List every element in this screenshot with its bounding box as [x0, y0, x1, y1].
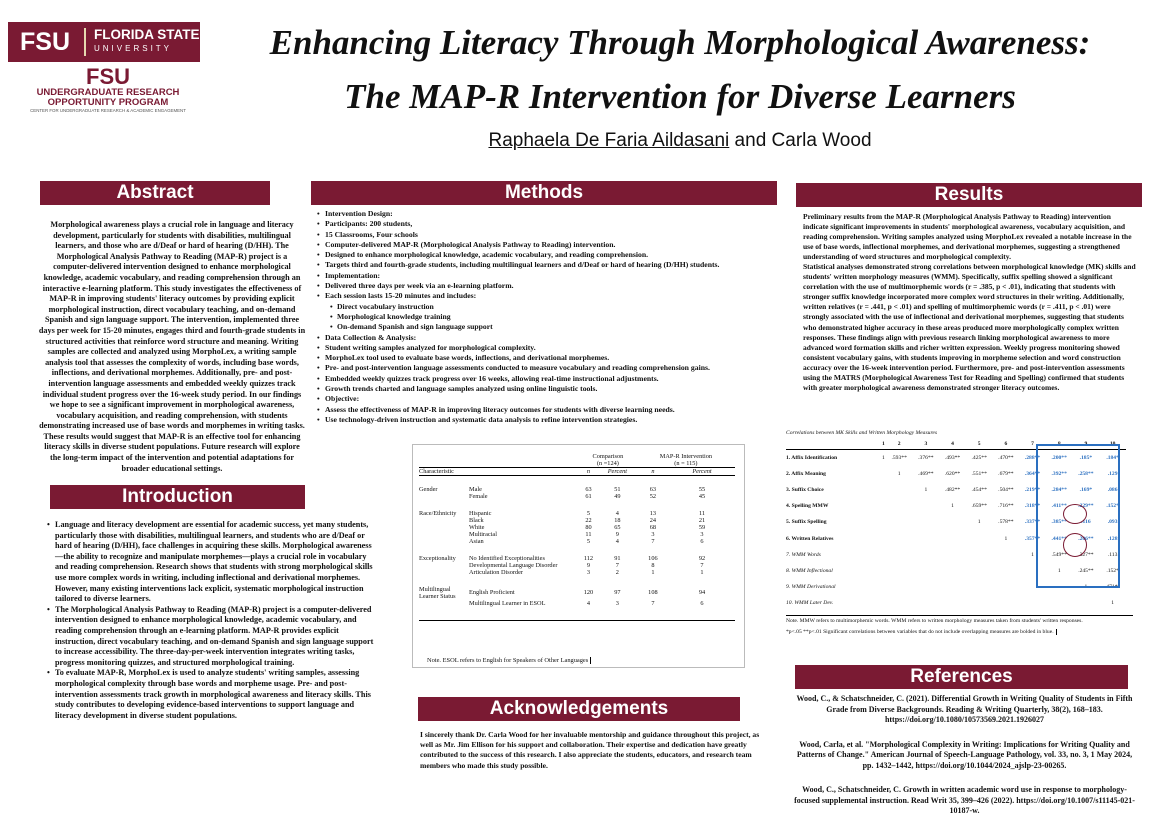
urop-line3: CENTER FOR UNDERGRADUATE RESEARCH & ACADEMIC ENGAGEMENT: [30, 108, 186, 113]
table-cell: Percent: [692, 468, 712, 475]
table-cell: .471**: [1104, 584, 1121, 591]
table-cell: [419, 517, 469, 524]
table-cell: [886, 563, 913, 579]
table-cell: n: [651, 468, 655, 475]
table-cell: .086: [1107, 486, 1118, 493]
table-cell: 120: [583, 589, 594, 596]
author-first: Raphaela De Faria Aildasani: [488, 130, 730, 151]
table-cell: [886, 595, 913, 611]
table-cell: 45: [698, 492, 706, 500]
table-cell: .206**: [1078, 535, 1094, 542]
table-cell: 92: [698, 554, 706, 562]
table-cell: [886, 498, 913, 514]
demographics-grid: [419, 453, 735, 621]
florida-state-text: FLORIDA STATE: [94, 27, 200, 42]
table-cell: 1: [1031, 551, 1034, 558]
corr-row: [786, 595, 1126, 611]
table-cell: .578**: [998, 519, 1014, 526]
table-cell: .327**: [1078, 551, 1094, 558]
table-cell: .200**: [1051, 454, 1067, 461]
table-cell: [786, 439, 881, 450]
table-cell: 55: [698, 485, 706, 493]
table-cell: 65: [614, 523, 621, 531]
corr-note2: *p<.05 **p<.01 Significant correlations between variables that do not include overlapping measures are bolded in blue.: [786, 629, 1057, 635]
table-cell: 7: [1031, 441, 1034, 447]
correlation-table: [786, 430, 1133, 635]
table-row: [419, 524, 735, 531]
table-cell: White: [469, 523, 485, 531]
table-cell: (n =124): [596, 460, 619, 467]
table-cell: [886, 579, 913, 595]
table-spacer: [419, 576, 735, 586]
table-cell: [469, 460, 579, 468]
table-cell: [913, 547, 940, 563]
table-cell: 112: [583, 554, 594, 562]
table-cell: [886, 530, 913, 546]
table-cell: .245**: [1078, 567, 1094, 574]
authors: [205, 130, 1155, 152]
methods-item: • Embedded weekly quizzes track progress over 16 weeks, allowing real-time instructional adjustments.: [315, 374, 785, 384]
table-cell: 22: [585, 516, 592, 524]
table-cell: .357**: [1024, 535, 1041, 542]
reference-item: Wood, C., Schatschneider, C. Growth in written academic word use in response to morphology-focused supplemental instruction. Read Writ 35, 399–426 (2022). https://doi.org/10.1007/s11145-021-10187-w.: [794, 785, 1135, 815]
table-cell: .469**: [918, 470, 934, 477]
table-cell: [886, 482, 913, 498]
table-cell: 8: [651, 561, 655, 569]
table-cell: 3: [924, 441, 928, 447]
table-cell: .482**: [944, 486, 961, 493]
table-cell: [939, 547, 966, 563]
table-cell: Black: [469, 516, 484, 524]
methods-item: • 15 Classrooms, Four schools: [315, 230, 785, 240]
table-cell: [966, 530, 993, 546]
table-cell: .551**: [971, 470, 987, 477]
table-cell: 7: [651, 537, 655, 545]
table-cell: 3: [615, 599, 619, 607]
methods-item: • Direct vocabulary instruction: [315, 302, 785, 312]
table-cell: Male: [469, 485, 482, 493]
table-cell: .392**: [1051, 470, 1067, 477]
table-cell: 1: [897, 470, 901, 477]
table-cell: [939, 514, 966, 530]
table-cell: .454**: [971, 486, 987, 493]
table-cell: 63: [585, 485, 592, 493]
table-cell: [419, 531, 469, 538]
table-row: [419, 562, 735, 569]
table-cell: .128: [1107, 535, 1118, 542]
table-row: [419, 486, 735, 493]
table-cell: n: [586, 468, 591, 475]
methods-item: • Computer-delivered MAP-R (Morphological Analysis Pathway to Reading) intervention.: [315, 240, 785, 250]
table-cell: .184*: [1106, 454, 1119, 461]
table-cell: Gender: [419, 485, 438, 493]
author-rest: and Carla Wood: [729, 130, 872, 151]
table-cell: [913, 514, 940, 530]
table-cell: 11: [585, 530, 592, 538]
table-cell: 4: [615, 509, 619, 517]
table-cell: .679**: [998, 470, 1014, 477]
table-cell: English Proficient: [469, 589, 515, 596]
table-header-row: [419, 468, 735, 476]
methods-item: • Targets third and fourth-grade students, including multilingual learners and d/Deaf or hard of hearing (D/HH) students.: [315, 260, 785, 270]
table-cell: 1: [1057, 567, 1061, 574]
table-cell: [939, 595, 966, 611]
introduction-item: • The Morphological Analysis Pathway to Reading (MAP-R) project is a computer-delivered intervention designed to enhance morphological knowledge, academic vocabulary, and reading comprehension through an e-learning platform. MAP-R provides explicit instruction, direct vocabulary teaching, and on-demand Spanish and sign language support to increase accessibility. The three-day-per-week intervention integrates writing tasks, progress monitoring quizzes, and structured morphological training.: [45, 605, 375, 669]
table-cell: Female: [469, 492, 488, 500]
table-cell: 94: [698, 589, 706, 596]
methods-item: • Intervention Design:: [315, 209, 785, 219]
table-cell: 4. Spelling MMW: [786, 503, 829, 510]
introduction-heading: Introduction: [50, 485, 305, 509]
table-cell: 1: [1084, 584, 1088, 591]
table-cell: 2: [897, 441, 901, 447]
table-cell: .385**: [1051, 519, 1067, 526]
table-cell: 6: [700, 537, 704, 545]
corr-note1: Note. MMW refers to multimorphemic words. WMM refers to written morphology measures taken from students' written responses.: [786, 615, 1133, 624]
table-cell: .219**: [1024, 486, 1041, 493]
title-line1: Enhancing Literacy Through Morphological Awareness:: [269, 23, 1091, 62]
abstract-heading: Abstract: [40, 181, 270, 205]
table-cell: Race/Ethnicity: [419, 509, 457, 517]
fsu-logo-mark: FSU: [8, 28, 86, 56]
table-cell: Exceptionality: [419, 554, 456, 562]
table-cell: 5: [586, 537, 591, 545]
table-cell: 5. Suffix Spelling: [786, 519, 827, 526]
table-cell: Hispanic: [469, 509, 492, 517]
table-cell: 9: [586, 561, 591, 569]
corr-caption: Correlations between MK Skills and Written Morphology Measures: [786, 430, 938, 436]
methods-heading: Methods: [311, 181, 777, 205]
methods-item: • Each session lasts 15-20 minutes and includes:: [315, 291, 785, 301]
table-cell: 6. Written Relatives: [786, 535, 834, 542]
table-cell: [886, 514, 913, 530]
table-cell: Comparison: [592, 453, 624, 460]
table-cell: [939, 530, 966, 546]
table-cell: [939, 563, 966, 579]
table-cell: [993, 563, 1020, 579]
table-cell: .493**: [944, 454, 961, 461]
table-cell: [419, 600, 469, 607]
table-cell: [419, 493, 469, 500]
table-cell: 1: [882, 454, 885, 461]
table-cell: .364**: [1024, 470, 1041, 477]
methods-item: • Morphological knowledge training: [315, 312, 785, 322]
table-cell: (n = 115): [674, 460, 698, 467]
table-cell: 18: [614, 516, 621, 524]
table-row: [419, 600, 735, 607]
table-spacer: [419, 500, 735, 510]
table-row: [419, 531, 735, 538]
methods-item: • Delivered three days per week via an e-learning platform.: [315, 281, 785, 291]
table-cell: [913, 498, 940, 514]
table-cell: 5: [977, 441, 981, 447]
demographics-note: Note. ESOL refers to English for Speakers of Other Languages: [427, 657, 591, 664]
table-cell: [913, 563, 940, 579]
table-cell: 1: [1111, 600, 1114, 607]
table-cell: 10: [1109, 441, 1116, 447]
table-cell: .376**: [918, 454, 934, 461]
table-cell: Asian: [469, 537, 484, 545]
table-cell: 1: [1004, 535, 1008, 542]
table-cell: .169*: [1079, 486, 1093, 493]
table-cell: .470**: [998, 454, 1014, 461]
table-cell: 97: [614, 589, 621, 596]
table-cell: 24: [649, 516, 657, 524]
table-cell: [1046, 595, 1073, 611]
highlight-circle-spelling: [1063, 504, 1087, 524]
table-cell: Characteristic: [419, 468, 454, 475]
methods-item: • Data Collection & Analysis:: [315, 333, 785, 343]
table-cell: .116: [1081, 519, 1091, 526]
table-cell: 4: [586, 599, 591, 607]
table-cell: 2. Affix Meaning: [786, 470, 826, 477]
urop-logo: [8, 66, 208, 114]
table-cell: 11: [698, 509, 706, 517]
table-cell: [913, 579, 940, 595]
introduction-list: [45, 520, 375, 721]
table-cell: .152*: [1106, 567, 1119, 574]
table-cell: [419, 453, 469, 460]
results-heading: Results: [796, 183, 1142, 207]
table-header-row: [419, 460, 735, 468]
table-cell: .593**: [891, 454, 907, 461]
table-cell: .284**: [1051, 486, 1067, 493]
references-heading: References: [795, 665, 1128, 689]
results-p2: Statistical analyses demonstrated strong correlations between morphological knowledge (MK) skills and students' written morphology measures (WMM). Specifically, suffix spelling showed a significant correlation with the use of multimorphemic words (r = .385, p < .01), indicating that students with stronger suffix knowledge incorporated more complex word structures in their writing. Additionally, written relatives (r = .441, p < .01) and spelling of multimorphemic words (r = .411, p < .01) were strongly associated with the use of inflectional and derivational morphemes, suggesting that students who demonstrated higher accuracy in these areas produced more morphologically complex written responses. These findings align with previous research linking morphological awareness to more advanced word formation skills and richer written expression. Weekly progress monitoring showed consistent vocabulary gains, with students improving in morpheme selection and word construction accuracy over the 16-week intervention period. Furthermore, pre- and post-intervention assessments using the MATRS (Morphological Awareness Test for Reading and Spelling) confirmed that students with greater morphological awareness demonstrated stronger literacy outcomes.: [803, 262, 1136, 392]
table-row: [419, 586, 735, 600]
table-cell: 68: [649, 523, 657, 531]
table-cell: [966, 547, 993, 563]
table-cell: .113: [1107, 551, 1118, 558]
table-cell: .185*: [1079, 454, 1093, 461]
table-cell: [419, 562, 469, 569]
table-cell: 9: [1084, 441, 1088, 447]
university-text: UNIVERSITY: [94, 44, 173, 53]
table-cell: 9: [615, 530, 619, 538]
urop-line2: OPPORTUNITY PROGRAM: [47, 97, 169, 108]
table-cell: Developmental Language Disorder: [469, 561, 558, 569]
table-cell: 108: [648, 589, 658, 596]
table-cell: [993, 595, 1020, 611]
table-cell: 9. WMM Derivational: [786, 584, 836, 591]
table-cell: 8. WMM Inflectional: [786, 567, 833, 574]
table-cell: 49: [614, 492, 621, 500]
introduction-item: • To evaluate MAP-R, MorphoLex is used to analyze students' writing samples, assessing morphological complexity through base words and morpheme usage. Pre- and post-intervention assessments track growth in morphological awareness and literacy skills. This study contributes to developing evidence-based interventions to support language and literacy development in diverse student populations.: [45, 668, 375, 721]
table-cell: 6: [700, 599, 704, 607]
table-cell: .337**: [1024, 519, 1041, 526]
table-cell: 7: [615, 561, 619, 569]
table-cell: 13: [649, 509, 657, 517]
introduction-item: • Language and literacy development are essential for academic success, yet many students, particularly those with disabilities, multilingual learners, and students who are d/Deaf or hard of hearing (D/HH), face challenges in acquiring these skills. Morphological awareness—the ability to recognize and manipulate morphemes—plays a crucial role in vocabulary and reading comprehension. Research shows that students with strong morphological skills use more complex words in writing, including inflectional and derivational morphemes. However, many existing interventions lack explicit, systematic morphological instruction tailored to diverse learners.: [45, 520, 375, 605]
table-cell: 4: [951, 441, 954, 447]
table-cell: [966, 595, 993, 611]
table-cell: 61: [585, 492, 592, 500]
table-cell: [1073, 595, 1100, 611]
methods-item: • Growth trends charted and language samples analyzed using online linguistic tools.: [315, 384, 785, 394]
methods-item: • Implementation:: [315, 271, 785, 281]
results-p1: Preliminary results from the MAP-R (Morphological Analysis Pathway to Reading) intervention indicate significant improvements in students' morphological awareness, vocabulary acquisition, and reading comprehension. Writing samples analyzed using MorphoLex revealed a notable increase in the use of base words, inflectional morphemes, and derivational morphemes, suggesting a strengthened understanding of word structures and morphological complexity.: [803, 212, 1132, 262]
references-list: [792, 694, 1137, 828]
table-cell: .258**: [1078, 470, 1094, 477]
methods-item: • On-demand Spanish and sign language support: [315, 322, 785, 332]
table-cell: 91: [614, 554, 621, 562]
table-cell: .659**: [971, 503, 987, 510]
fsu-logo: [8, 22, 200, 62]
table-row: [419, 538, 735, 545]
table-cell: [966, 579, 993, 595]
table-cell: [886, 547, 913, 563]
table-cell: .425**: [971, 454, 987, 461]
methods-item: • Objective:: [315, 394, 785, 404]
methods-item: • Use technology-driven instruction and systematic data analysis to refine intervention strategies.: [315, 415, 785, 425]
table-cell: 3: [700, 530, 704, 538]
table-cell: [939, 579, 966, 595]
table-row: [419, 493, 735, 500]
highlight-circle-relatives: [1063, 533, 1087, 557]
table-cell: .152*: [1106, 503, 1119, 510]
table-cell: 3: [651, 530, 655, 538]
table-cell: [993, 547, 1020, 563]
reference-item: Wood, C., & Schatschneider, C. (2021). Differential Growth in Writing Quality of Students in Fifth Grade from Diverse Backgrounds. Reading & Writing Quarterly, 38(2), 168–183. https://doi.org/10.1080/10573569.2021.1926027: [796, 694, 1133, 724]
table-cell: 7: [700, 561, 704, 569]
table-cell: .229**: [1078, 503, 1094, 510]
table-cell: 52: [649, 492, 657, 500]
results-body: [803, 212, 1138, 393]
table-cell: .716**: [998, 503, 1014, 510]
table-cell: Articulation Disorder: [469, 568, 524, 576]
methods-item: • Participants: 200 students,: [315, 219, 785, 229]
table-cell: Multiracial: [469, 530, 497, 538]
table-cell: MAP-R Intervention: [659, 453, 713, 460]
table-cell: 3. Suffix Choice: [786, 486, 824, 493]
title-line2: The MAP-R Intervention for Diverse Learners: [344, 77, 1016, 116]
table-cell: 1. Affix Identification: [786, 454, 838, 461]
table-cell: [1019, 595, 1046, 611]
table-spacer: [419, 476, 735, 486]
table-header-row: [419, 453, 735, 460]
urop-line1: UNDERGRADUATE RESEARCH: [36, 87, 180, 98]
table-cell: Percent: [607, 468, 628, 475]
table-cell: 3: [586, 568, 591, 576]
acknowledgements-body: I sincerely thank Dr. Carla Wood for her invaluable mentorship and guidance throughout this project, as well as Mr. Jim Ellison for his support and collaboration. Their expertise and dedication have greatly contributed to the success of this research. I also appreciate the students, educators, and research team members who made this study possible.: [420, 730, 760, 770]
table-cell: .620**: [944, 470, 961, 477]
table-cell: 8: [1057, 441, 1061, 447]
table-cell: 5: [586, 509, 591, 517]
table-cell: Multilingual Learner in ESOL: [469, 599, 546, 607]
table-cell: [993, 579, 1020, 595]
table-cell: 1: [951, 503, 954, 510]
table-cell: .288**: [1024, 454, 1041, 461]
table-cell: 6: [1004, 441, 1008, 447]
abstract-body: Morphological awareness plays a crucial role in language and literacy development, particularly for students with disabilities, multilingual learners, and those who are d/Deaf or hard of hearing (D/HH). The Morphological Analysis Pathway to Reading (MAP-R) project is a computer-delivered intervention designed to enhance morphological knowledge, academic vocabulary, and reading comprehension through an interactive e-learning platform. This study investigates the effectiveness of MAP-R in improving students' literacy outcomes by providing explicit morphological instruction, direct vocabulary teaching, and on-demand Spanish and sign language support. The intervention, implemented three days per week for 15-20 minutes, engages third and fourth-grade students in structured activities that reinforce word structure and meaning. Writing samples are collected and analyzed using MorphoLex, a writing sample analysis tool that assesses the complexity of words, including base words, inflections, and derivational morphemes. Additionally, pre- and post-intervention language assessments and embedded weekly quizzes track individual student progress over the 16-week study period. In our findings we hope to see a significant improvement in morphological awareness, vocabulary acquisition, and reading comprehension, with students demonstrating increased use of base words and morphemes in writing tasks. These results would suggest that MAP-R is an effective tool for enhancing literacy skills in diverse student populations. Future research will explore the long-term impact of the intervention and potential adaptations for broader educational settings.: [38, 220, 306, 473]
table-cell: .318**: [1024, 503, 1041, 510]
table-cell: [913, 595, 940, 611]
poster-title: [205, 20, 1155, 120]
acknowledgements-heading: Acknowledgements: [418, 697, 740, 721]
table-cell: [469, 453, 579, 460]
table-cell: 1: [700, 568, 704, 576]
table-cell: [419, 524, 469, 531]
table-cell: 2: [615, 568, 619, 576]
methods-item: • Designed to enhance morphological knowledge, academic vocabulary, and reading comprehension.: [315, 250, 785, 260]
table-row: [419, 555, 735, 562]
table-row: [419, 517, 735, 524]
table-cell: 1: [882, 441, 885, 447]
table-cell: 21: [698, 516, 706, 524]
table-cell: 1: [977, 519, 981, 526]
table-cell: .549**: [1051, 551, 1067, 558]
table-cell: 80: [585, 523, 592, 531]
table-cell: 10. WMM Later Dev.: [786, 600, 834, 607]
urop-logo-mark: FSU: [86, 64, 130, 89]
table-cell: [419, 460, 469, 468]
methods-item: • Student writing samples analyzed for morphological complexity.: [315, 343, 785, 353]
table-cell: 1: [651, 568, 655, 576]
table-cell: .441**: [1051, 535, 1067, 542]
table-cell: [966, 563, 993, 579]
table-cell: [419, 538, 469, 545]
table-cell: 1: [924, 486, 928, 493]
table-spacer: [419, 607, 735, 621]
table-cell: Multilingual Learner Status: [419, 585, 456, 600]
table-cell: .504**: [998, 486, 1014, 493]
methods-list: [315, 209, 785, 425]
table-cell: 59: [698, 523, 706, 531]
demographics-table: [412, 444, 745, 668]
methods-item: • Pre- and post-intervention language assessments conducted to measure vocabulary and reading comprehension gains.: [315, 363, 785, 373]
table-cell: 7: [651, 599, 655, 607]
table-cell: 63: [649, 485, 657, 493]
table-cell: .093: [1107, 519, 1118, 526]
table-cell: 51: [614, 485, 621, 493]
methods-item: • MorphoLex tool used to evaluate base words, inflections, and derivational morphemes.: [315, 353, 785, 363]
table-spacer: [419, 545, 735, 555]
table-cell: [913, 530, 940, 546]
table-row: [419, 569, 735, 576]
table-cell: 106: [648, 554, 658, 562]
table-cell: 4: [615, 537, 619, 545]
table-row: [419, 510, 735, 517]
table-cell: .411**: [1051, 503, 1067, 510]
table-cell: No Identified Exceptionalities: [469, 554, 545, 562]
table-cell: 7. WMM Words: [786, 551, 821, 558]
methods-item: • Assess the effectiveness of MAP-R in improving literacy outcomes for students with diverse learning needs.: [315, 405, 785, 415]
table-cell: .129: [1107, 470, 1118, 477]
reference-item: Wood, Carla, et al. "Morphological Complexity in Writing: Implications for Writing Quality and Patterns of Change." American Journal of Speech-Language Pathology, vol. 33, no. 3, 1 May 2024, pp. 1432–1442, https://doi.org/10.1044/2024_ajslp-23-00265.: [796, 739, 1133, 770]
table-cell: [419, 569, 469, 576]
